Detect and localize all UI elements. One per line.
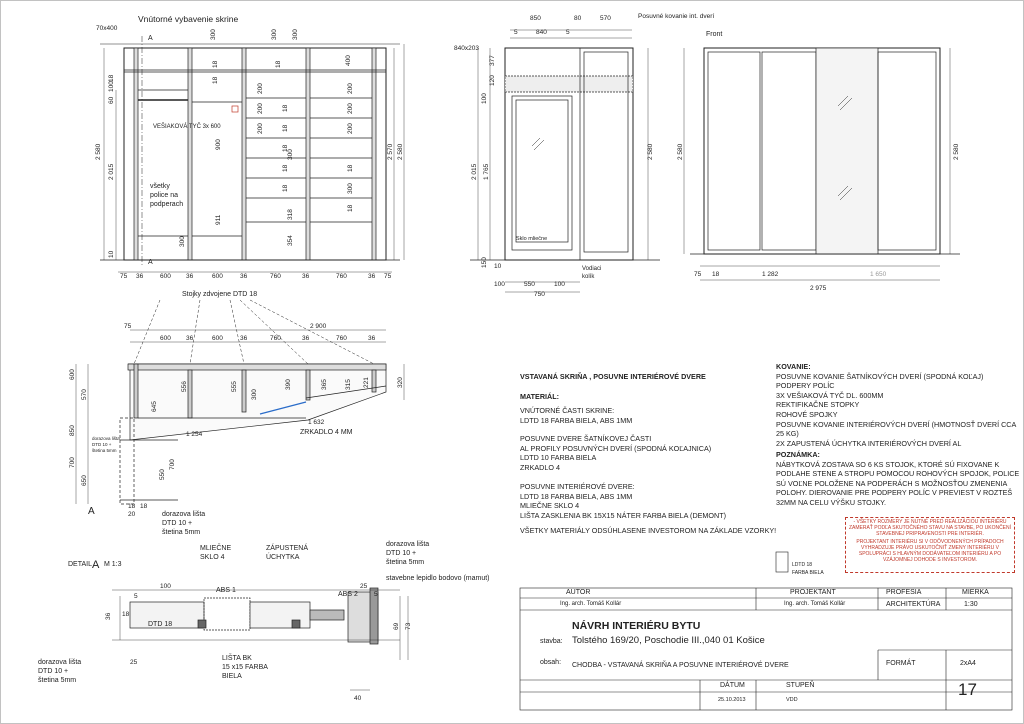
- svg-text:300: 300: [251, 389, 258, 400]
- svg-text:100: 100: [481, 93, 488, 104]
- dim-top-300a: 300: [210, 29, 217, 40]
- guide-label-2: kolík: [582, 274, 595, 280]
- svg-text:DTD 10 +: DTD 10 +: [162, 520, 193, 527]
- svg-text:550: 550: [524, 281, 535, 288]
- svg-text:LDTD 18: LDTD 18: [792, 562, 813, 568]
- svg-text:5: 5: [134, 593, 138, 600]
- projektant-label: PROJEKTANT: [790, 589, 836, 596]
- mierka-label: MIERKA: [962, 589, 989, 596]
- projektant-value: Ing. arch. Tomáš Kollár: [784, 601, 846, 607]
- svg-text:354: 354: [287, 235, 294, 246]
- material-block-3: POSUVNE INTERIÉROVÉ DVERE: LDTD 18 FARBA BIELA, ABS 1MM MLIEČNE SKLO 4 LIŠTA ZASKLENIA BK 15X15 NÁTER FARBA BIELA (DEMONT): [520, 482, 726, 520]
- format-label: FORMÁT: [886, 660, 916, 667]
- svg-text:850: 850: [530, 15, 541, 22]
- svg-text:221: 221: [363, 377, 370, 388]
- svg-text:36: 36: [240, 273, 248, 280]
- datum-value: 25.10.2013: [718, 697, 746, 703]
- dim-18: 18: [108, 74, 115, 82]
- autor-label: AUTOR: [566, 589, 591, 596]
- svg-text:18: 18: [275, 60, 282, 68]
- svg-text:750: 750: [534, 291, 545, 298]
- svg-text:75: 75: [384, 273, 392, 280]
- dim-2580: 2 580: [95, 143, 102, 160]
- format-value: 2xA4: [960, 660, 976, 667]
- obsah-label: obsah:: [540, 659, 562, 666]
- svg-text:75: 75: [694, 271, 702, 278]
- svg-text:18: 18: [282, 124, 289, 132]
- svg-text:18: 18: [212, 60, 219, 68]
- svg-text:18: 18: [712, 271, 720, 278]
- svg-text:650: 650: [81, 475, 88, 486]
- dim-top-300b: 300: [271, 29, 278, 40]
- sheet-number: 17: [958, 680, 977, 699]
- svg-text:BIELA: BIELA: [222, 673, 242, 680]
- dim-60: 60: [108, 96, 115, 104]
- svg-text:100: 100: [494, 281, 505, 288]
- svg-text:DTD 10 +: DTD 10 +: [38, 668, 69, 675]
- svg-text:2 015: 2 015: [471, 163, 478, 180]
- svg-text:FARBA BIELA: FARBA BIELA: [792, 570, 824, 576]
- svg-text:dorazova lišta: dorazova lišta: [162, 511, 206, 518]
- svg-text:700: 700: [69, 457, 76, 468]
- svg-text:36: 36: [368, 273, 376, 280]
- svg-text:2 580: 2 580: [677, 143, 684, 160]
- profesia-label: PROFESIA: [886, 589, 922, 596]
- svg-text:600: 600: [160, 273, 171, 280]
- dim-2015: 2 015: [108, 163, 115, 180]
- svg-text:570: 570: [81, 389, 88, 400]
- svg-text:18: 18: [122, 611, 130, 618]
- svg-text:300: 300: [287, 149, 294, 160]
- svg-text:5: 5: [566, 29, 570, 36]
- svg-text:1 254: 1 254: [186, 431, 203, 438]
- svg-text:200: 200: [257, 123, 264, 134]
- guide-label-1: Vodiaci: [582, 266, 602, 272]
- mirror-label: ZRKADLO 4 MM: [300, 429, 353, 436]
- svg-text:5: 5: [374, 591, 378, 598]
- autor-value: Ing. arch. Tomáš Kollár: [560, 601, 622, 607]
- svg-text:štetina 5mm: štetina 5mm: [162, 529, 201, 536]
- svg-text:75: 75: [120, 273, 128, 280]
- svg-text:2 580: 2 580: [647, 143, 654, 160]
- svg-text:18: 18: [347, 164, 354, 172]
- svg-text:40: 40: [354, 695, 362, 702]
- rail-label: VEŠIAKOVÁ TYČ 3x 600: [153, 124, 221, 130]
- material-block-4: VŠETKY MATERIÁLY ODSÚHLASENE INVESTOROM NA ZÁKLADE VZORKY!: [520, 526, 777, 535]
- sliding-hardware-label: Posuvné kovanie int. dverí: [638, 13, 715, 20]
- svg-text:DTD 10 +: DTD 10 +: [92, 442, 112, 447]
- red-note: - VŠETKY ROZMERY JE NUTNÉ PRED REALIZÁCIOU INTERIÉRU ZAMERAŤ PODĽA SKUTOČNÉHO STAVU NA STAVBE, PO UKONČENÍ STAVEBNEJ PRIPRAVENOSTI PRE INTERIÉR. PROJEKTANT INTERIÉRU SI V ODÔVODNENÝCH PRÍPADOCH VYHRADZUJE PRÁVO USKUTOČNIŤ ZMENY INTERIÉRU V SPOLUPRÁCI S HLAVNÝM DODÁVATEĽOM INTERIÉRU A PO VZÁJOMNEJ DOHODE S INVESTOROM.: [845, 517, 1015, 573]
- svg-text:200: 200: [347, 123, 354, 134]
- svg-text:556: 556: [181, 381, 188, 392]
- svg-text:ABS 1: ABS 1: [216, 587, 236, 594]
- svg-text:36: 36: [136, 273, 144, 280]
- stojky-label: Stojky zdvojene DTD 18: [182, 291, 258, 298]
- svg-text:700: 700: [169, 459, 176, 470]
- svg-text:100: 100: [160, 583, 171, 590]
- svg-text:300: 300: [179, 236, 186, 247]
- material-block-2: POSUVNE DVERE ŠATNÍKOVEJ ČASTI AL PROFILY POSUVNÝCH DVERÍ (SPODNÁ KOĽAJNICA) LDTD 10 FARBA BIELA ZRKADLO 4: [520, 434, 712, 472]
- svg-text:18: 18: [212, 76, 219, 84]
- svg-text:stavebne lepidlo bodovo (mamut: stavebne lepidlo bodovo (mamut): [386, 575, 490, 582]
- svg-text:2 900: 2 900: [310, 323, 327, 330]
- dim-100: 100: [108, 81, 115, 92]
- svg-text:200: 200: [257, 103, 264, 114]
- svg-text:760: 760: [270, 335, 281, 342]
- section-marker-top: A: [148, 35, 153, 42]
- svg-text:318: 318: [287, 209, 294, 220]
- svg-text:760: 760: [336, 335, 347, 342]
- svg-text:75: 75: [124, 323, 132, 330]
- shelves-label-3: podperach: [150, 201, 184, 208]
- stavba-value: Tolstého 169/20, Poschodie III.,040 01 Košice: [572, 635, 765, 646]
- svg-text:18: 18: [128, 503, 136, 510]
- svg-text:25: 25: [360, 583, 368, 590]
- dim-10: 10: [108, 250, 115, 258]
- svg-text:18: 18: [347, 204, 354, 212]
- svg-text:315: 315: [345, 379, 352, 390]
- svg-text:550: 550: [159, 469, 166, 480]
- svg-text:1 632: 1 632: [308, 419, 325, 426]
- svg-text:1 650: 1 650: [870, 271, 887, 278]
- svg-text:645: 645: [151, 401, 158, 412]
- svg-text:69: 69: [393, 622, 400, 630]
- svg-text:1 282: 1 282: [762, 271, 779, 278]
- svg-text:1 765: 1 765: [483, 163, 490, 180]
- svg-text:20: 20: [128, 511, 136, 518]
- svg-text:LIŠTA BK: LIŠTA BK: [222, 655, 252, 662]
- spec-title: VSTAVANÁ SKRIŇA , POSUVNE INTERIÉROVÉ DVERE: [520, 372, 706, 381]
- svg-text:320: 320: [397, 377, 404, 388]
- svg-text:18: 18: [140, 503, 148, 510]
- dim-top-300c: 300: [292, 29, 299, 40]
- svg-text:200: 200: [347, 83, 354, 94]
- svg-text:555: 555: [231, 381, 238, 392]
- svg-text:dorazova lišta: dorazova lišta: [386, 541, 430, 548]
- svg-text:911: 911: [215, 214, 222, 225]
- svg-text:840: 840: [536, 29, 547, 36]
- svg-text:18: 18: [282, 144, 289, 152]
- svg-text:36: 36: [240, 335, 248, 342]
- datum-label: DÁTUM: [720, 682, 745, 689]
- stavba-label: stavba:: [540, 638, 563, 645]
- svg-text:200: 200: [347, 103, 354, 114]
- svg-text:390: 390: [285, 379, 292, 390]
- profesia-value: ARCHITEKTÚRA: [886, 601, 941, 608]
- detail-scale: M 1:3: [104, 561, 122, 568]
- svg-text:150: 150: [481, 257, 488, 268]
- shelves-label-1: všetky: [150, 183, 170, 190]
- section-title: Vnútorné vybavenie skrine: [138, 14, 239, 24]
- svg-text:18: 18: [282, 104, 289, 112]
- obsah-value: CHODBA - VSTAVANÁ SKRIŇA A POSUVNE INTERIÉROVÉ DVERE: [572, 662, 789, 669]
- front-label: Front: [706, 31, 723, 38]
- glass-label: Sklo mliečne: [516, 236, 548, 242]
- svg-text:15 x15 FARBA: 15 x15 FARBA: [222, 664, 268, 671]
- material-block-1: VNÚTORNÉ ČASTI SKRINE: LDTD 18 FARBA BIELA, ABS 1MM: [520, 406, 633, 425]
- svg-text:900: 900: [215, 139, 222, 150]
- dim-2570: 2 570: [387, 143, 394, 160]
- svg-text:600: 600: [160, 335, 171, 342]
- svg-text:600: 600: [212, 335, 223, 342]
- svg-text:300: 300: [347, 183, 354, 194]
- dim-840x203: 840x203: [454, 45, 479, 52]
- svg-text:36: 36: [302, 335, 310, 342]
- svg-text:850: 850: [69, 425, 76, 436]
- detail-label: DETAIL: [68, 561, 92, 568]
- stupen-label: STUPEŇ: [786, 682, 815, 689]
- stupen-value: VDD: [786, 697, 798, 703]
- mierka-value: 1:30: [964, 601, 978, 608]
- dim-70x400: 70x400: [96, 25, 118, 32]
- svg-text:25: 25: [130, 659, 138, 666]
- svg-text:36: 36: [186, 335, 194, 342]
- note-block: POZNÁMKA: NÁBYTKOVÁ ZOSTAVA SO 6 KS STOJOK, KTORÉ SÚ FIXOVANE K PODLAHE STENE A STROPU POMOCOU ROHOVÝCH SPOJOK, POLICE SÚ VOĽNE POLOŽENE NA PODPERÁCH S MOŽNOSŤOU ZMENENIA POLOHY. DIEROVANIE PRE PODPERY POLÍC V PREVIEST V ROZTEŠ 32MM NA CELU VÝŠKU STOJKY.: [776, 450, 1020, 507]
- svg-text:18: 18: [282, 164, 289, 172]
- svg-text:100: 100: [554, 281, 565, 288]
- material-heading: MATERIÁL:: [520, 392, 559, 401]
- svg-text:570: 570: [600, 15, 611, 22]
- kovanie-block: KOVANIE: POSUVNE KOVANIE ŠATNÍKOVÝCH DVERÍ (SPODNÁ KOĽAJ) PODPERY POLÍC 3X VEŠIAKOVÁ TYČ DL. 600MM REKTIFIKAČNE STOPKY ROHOVÉ SPOJKY POSUVNE KOVANIE INTERIÉROVÝCH DVERÍ (HMOTNOSŤ DVERÍ CCA 25 KG) 2X ZAPUSTENÁ ÚCHYTKA INTERIÉROVÝCH DVERÍ AL: [776, 362, 1017, 448]
- svg-text:36: 36: [368, 335, 376, 342]
- svg-text:200: 200: [257, 83, 264, 94]
- dim-2580-right: 2 580: [397, 143, 404, 160]
- svg-text:400: 400: [345, 55, 352, 66]
- svg-text:760: 760: [336, 273, 347, 280]
- svg-text:10: 10: [494, 263, 502, 270]
- svg-text:ÚCHYTKA: ÚCHYTKA: [266, 554, 300, 561]
- svg-text:36: 36: [302, 273, 310, 280]
- shelves-label-2: police na: [150, 192, 179, 199]
- project-title: NÁVRH INTERIÉRU BYTU: [572, 620, 701, 632]
- svg-text:600: 600: [69, 369, 76, 380]
- detail-letter: A: [92, 559, 100, 571]
- plan-section-marker: A: [88, 506, 95, 517]
- svg-text:DTD 18: DTD 18: [148, 621, 173, 628]
- svg-text:2 975: 2 975: [810, 285, 827, 292]
- svg-text:365: 365: [321, 379, 328, 390]
- svg-text:SKLO 4: SKLO 4: [200, 554, 225, 561]
- svg-text:120: 120: [489, 75, 496, 86]
- svg-text:36: 36: [105, 612, 112, 620]
- svg-text:377: 377: [489, 55, 496, 66]
- svg-text:36: 36: [186, 273, 194, 280]
- svg-text:73: 73: [405, 622, 412, 630]
- svg-text:2 580: 2 580: [953, 143, 960, 160]
- svg-text:štetina 5mm: štetina 5mm: [92, 448, 117, 453]
- svg-text:600: 600: [212, 273, 223, 280]
- svg-text:dorazova lišta: dorazova lišta: [92, 436, 120, 441]
- svg-text:5: 5: [514, 29, 518, 36]
- svg-text:ZÁPUSTENÁ: ZÁPUSTENÁ: [266, 545, 309, 552]
- svg-text:DTD 10 +: DTD 10 +: [386, 550, 417, 557]
- svg-text:dorazova lišta: dorazova lišta: [38, 659, 82, 666]
- svg-text:760: 760: [270, 273, 281, 280]
- svg-text:ABS 2: ABS 2: [338, 591, 358, 598]
- svg-text:80: 80: [574, 15, 582, 22]
- svg-text:MLIEČNE: MLIEČNE: [200, 545, 232, 552]
- svg-text:18: 18: [282, 184, 289, 192]
- svg-text:štetina 5mm: štetina 5mm: [386, 559, 425, 566]
- svg-text:štetina 5mm: štetina 5mm: [38, 677, 77, 684]
- section-marker-bottom: A: [148, 259, 153, 266]
